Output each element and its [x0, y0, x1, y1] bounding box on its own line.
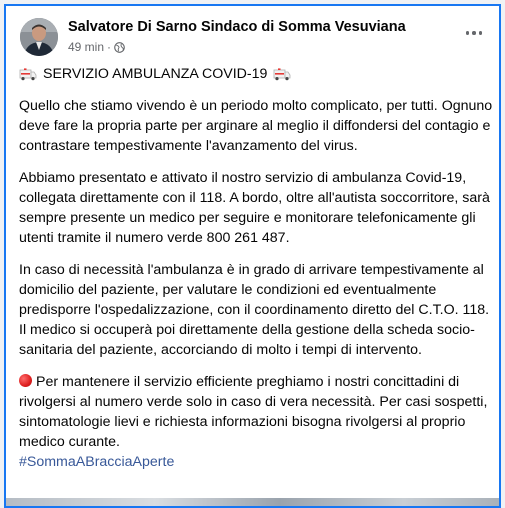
post-paragraph: Abbiamo presentato e attivato il nostro servizio di ambulanza Covid-19, collegata direttamente con il 118. A bordo, oltre all'autista soccorritore, sarà sempre presente un medico per seguire e monitorare telefonicamente gli utenti tramite il numero verde 800 261 487.	[19, 170, 490, 246]
post-title: SERVIZIO AMBULANZA COVID-19	[43, 66, 268, 82]
ambulance-icon	[273, 67, 291, 81]
post-timestamp[interactable]: 49 min	[68, 40, 105, 54]
post-body	[19, 64, 493, 472]
hashtag-link[interactable]: #SommaABracciaAperte	[19, 454, 175, 470]
avatar[interactable]	[20, 18, 58, 56]
post-paragraph: Quello che stiamo vivendo è un periodo molto complicato, per tutti. Ognuno deve fare la propria parte per arginare al meglio il diffondersi del contagio e contrastare tempestivamente l'avanzamento del virus.	[19, 98, 493, 154]
post-header	[18, 16, 488, 60]
post-title-line	[19, 64, 493, 84]
post-card	[4, 4, 501, 508]
paragraph-line: In caso di necessità l'ambulanza è in grado di arrivare tempestivamente al domicilio del paziente, per valutare le condizioni ed eventualmente predisporre l'ospedalizzazione, con il coordinamento diretto del C.T.O. 118.	[19, 262, 490, 318]
author-name[interactable]: Salvatore Di Sarno Sindaco di Somma Vesuviana	[68, 19, 406, 35]
post-paragraph	[19, 372, 493, 472]
paragraph-text: Per mantenere il servizio efficiente preghiamo i nostri concittadini di rivolgersi al numero verde solo in caso di vera necessità. Per casi sospetti, sintomatologie lievi e richiesta informazioni bisogna rivolgersi al proprio medico curante.	[19, 374, 488, 450]
post-meta	[68, 40, 125, 54]
more-options-icon[interactable]	[460, 22, 488, 44]
post-paragraph	[19, 260, 493, 360]
paragraph-line: Il medico si occuperà poi direttamente della gestione della scheda socio-sanitaria del paziente, accorciando di molto i tempi di intervento.	[19, 322, 475, 358]
red-circle-icon	[19, 374, 32, 387]
post-image-preview[interactable]	[6, 498, 501, 508]
globe-icon	[114, 42, 125, 53]
meta-separator: ·	[107, 40, 112, 54]
ambulance-icon	[19, 67, 37, 81]
